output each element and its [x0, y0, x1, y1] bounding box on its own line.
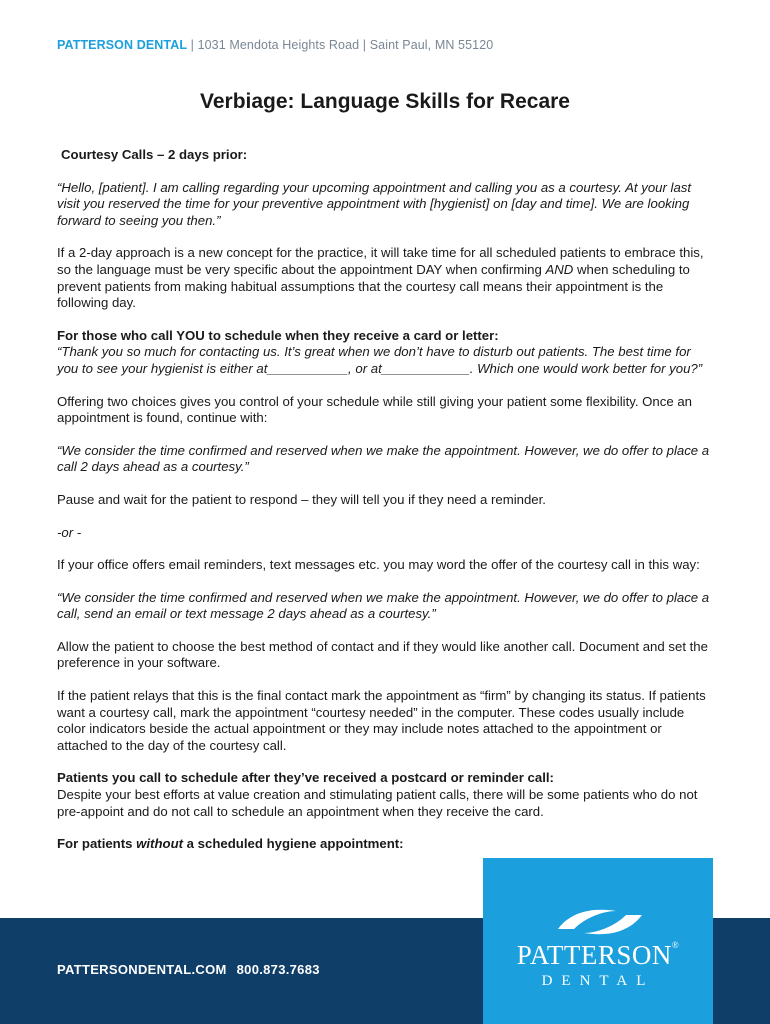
final-contact-paragraph: If the patient relays that this is the final contact mark the appointment as “firm” by changing its status. If patients want a courtesy call, mark the appointment “courtesy needed” in the computer. These codes usually include color indicators beside the actual appointment or they may include notes attached to the appointment or attached to the day of the courtesy call. [57, 688, 706, 753]
logo-word: PATTERSON [516, 940, 672, 970]
or-separator: -or - [57, 524, 82, 540]
without-appointment-heading [57, 836, 712, 853]
two-day-text-a: If a 2-day approach is a new concept for the practice, it will take time for all scheduled patients to embrace this, so the language must be very specific about the appointment DAY when confirming [57, 245, 704, 277]
footer-website: PATTERSONDENTAL.COM [57, 962, 227, 977]
patterson-wave-logo-icon [556, 907, 644, 937]
email-reminders-paragraph: If your office offers email reminders, text messages etc. you may word the offer of the courtesy call in this way: [57, 557, 700, 573]
without-heading-a: For patients [57, 836, 137, 852]
logo-subtitle: DENTAL [541, 973, 655, 989]
logo-wordmark [483, 940, 713, 971]
without-heading-c: a scheduled hygiene appointment: [183, 836, 404, 852]
courtesy-call-quote: “Hello, [patient]. I am calling regarding your upcoming appointment and calling you as a courtesy. At your last visit you reserved the time for your preventive appointment with [hygienist] on [day and time]. We are looking forward to seeing you then.” [57, 179, 692, 228]
call-you-quote: “Thank you so much for contacting us. It’s great when we don’t have to disturb out patients. The best time for you to see your hygienist is either at___________, or at____________. Which one would work better for you?” [57, 344, 703, 376]
confirmed-quote-email: “We consider the time confirmed and reserved when we make the appointment. However, we do offer to place a call, send an email or text message 2 days ahead as a courtesy.” [57, 589, 710, 622]
without-heading-b: without [136, 836, 184, 852]
footer-contact [57, 962, 330, 977]
postcard-heading: Patients you call to schedule after they’ve received a postcard or reminder call: [57, 770, 554, 786]
two-day-approach-paragraph [57, 245, 712, 311]
two-day-text-b: when scheduling to prevent patients from making habitual assumptions that the courtesy call means their appointment is the following day. [57, 261, 690, 311]
confirmed-quote-call: “We consider the time confirmed and reserved when we make the appointment. However, we do offer to place a call 2 days ahead as a courtesy.” [57, 442, 710, 475]
courtesy-calls-heading: Courtesy Calls – 2 days prior: [61, 147, 248, 162]
pause-paragraph: Pause and wait for the patient to respond – they will tell you if they need a reminder. [57, 491, 546, 507]
header-address: | 1031 Mendota Heights Road | Saint Paul, MN 55120 [187, 38, 494, 52]
allow-choose-paragraph: Allow the patient to choose the best method of contact and if they would like another call. Document and set the preference in your software. [57, 638, 708, 671]
call-you-heading: For those who call YOU to schedule when they receive a card or letter: [57, 327, 499, 343]
header-address-line [57, 38, 493, 52]
footer-phone: 800.873.7683 [236, 962, 320, 977]
two-choices-paragraph: Offering two choices gives you control of your schedule while still giving your patient some flexibility. Once an appointment is found, continue with: [57, 393, 693, 426]
postcard-paragraph: Despite your best efforts at value creation and stimulating patient calls, there will be some patients who do not pre-appoint and do not call to schedule an appointment when they receive the card. [57, 787, 698, 819]
document-body [57, 147, 712, 869]
logo-registered: ® [671, 940, 680, 950]
two-day-and: AND [545, 261, 574, 277]
header-brand: PATTERSON DENTAL [57, 38, 188, 52]
page-title: Verbiage: Language Skills for Recare [200, 90, 570, 113]
